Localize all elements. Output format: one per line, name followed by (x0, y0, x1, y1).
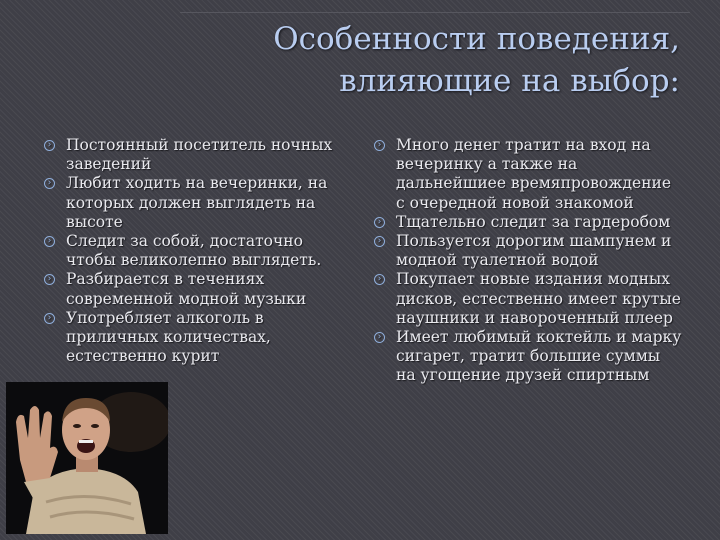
list-item (374, 232, 684, 270)
person-photo-illustration (6, 382, 168, 534)
list-item-text: Постоянный посетитель ночных заведений (66, 136, 333, 174)
list-item (44, 174, 344, 232)
list-item-text: Любит ходить на вечеринки, на которых должен выглядеть на высоте (66, 174, 328, 231)
list-item-text: Разбирается в течениях современной модной музыки (66, 270, 307, 308)
list-item-text: Пользуется дорогим шампунем и модной туалетной водой (396, 232, 672, 270)
title-line-2: влияющие на выбор: (339, 63, 680, 99)
list-item (44, 232, 344, 270)
circle-arrow-icon: › (374, 274, 385, 285)
list-item (374, 270, 684, 328)
list-item (44, 136, 344, 174)
circle-arrow-icon: › (44, 178, 55, 189)
circle-arrow-icon: › (374, 332, 385, 343)
circle-arrow-icon: › (44, 313, 55, 324)
list-item-text: Имеет любимый коктейль и марку сигарет, тратит большие суммы на угощение друзей спиртным (396, 328, 682, 385)
list-item (374, 136, 684, 213)
circle-arrow-icon: › (374, 236, 385, 247)
list-item-text: Следит за собой, достаточно чтобы великолепно выглядеть. (66, 232, 322, 270)
list-item-text: Покупает новые издания модных дисков, естественно имеет крутые наушники и навороченный плеер (396, 270, 681, 327)
left-bullet-list (44, 136, 344, 366)
title-divider (180, 6, 690, 13)
slide-title (180, 18, 680, 102)
list-item (374, 328, 684, 386)
circle-arrow-icon: › (44, 236, 55, 247)
circle-arrow-icon: › (44, 140, 55, 151)
circle-arrow-icon: › (374, 217, 385, 228)
list-item (44, 270, 344, 308)
list-item-text: Много денег тратит на вход на вечеринку а также на дальнейшиее времяпровождение с очередной новой знакомой (396, 136, 672, 212)
circle-arrow-icon: › (44, 274, 55, 285)
list-item-text: Употребляет алкоголь в приличных количествах, естественно курит (66, 308, 271, 366)
party-photo (6, 382, 168, 534)
circle-arrow-icon: › (374, 140, 385, 151)
list-item-text: Тщательно следит за гардеробом (396, 212, 671, 231)
right-bullet-list (374, 136, 684, 386)
title-line-1: Особенности поведения, (273, 21, 680, 57)
list-item (44, 309, 344, 367)
list-item (374, 213, 684, 232)
